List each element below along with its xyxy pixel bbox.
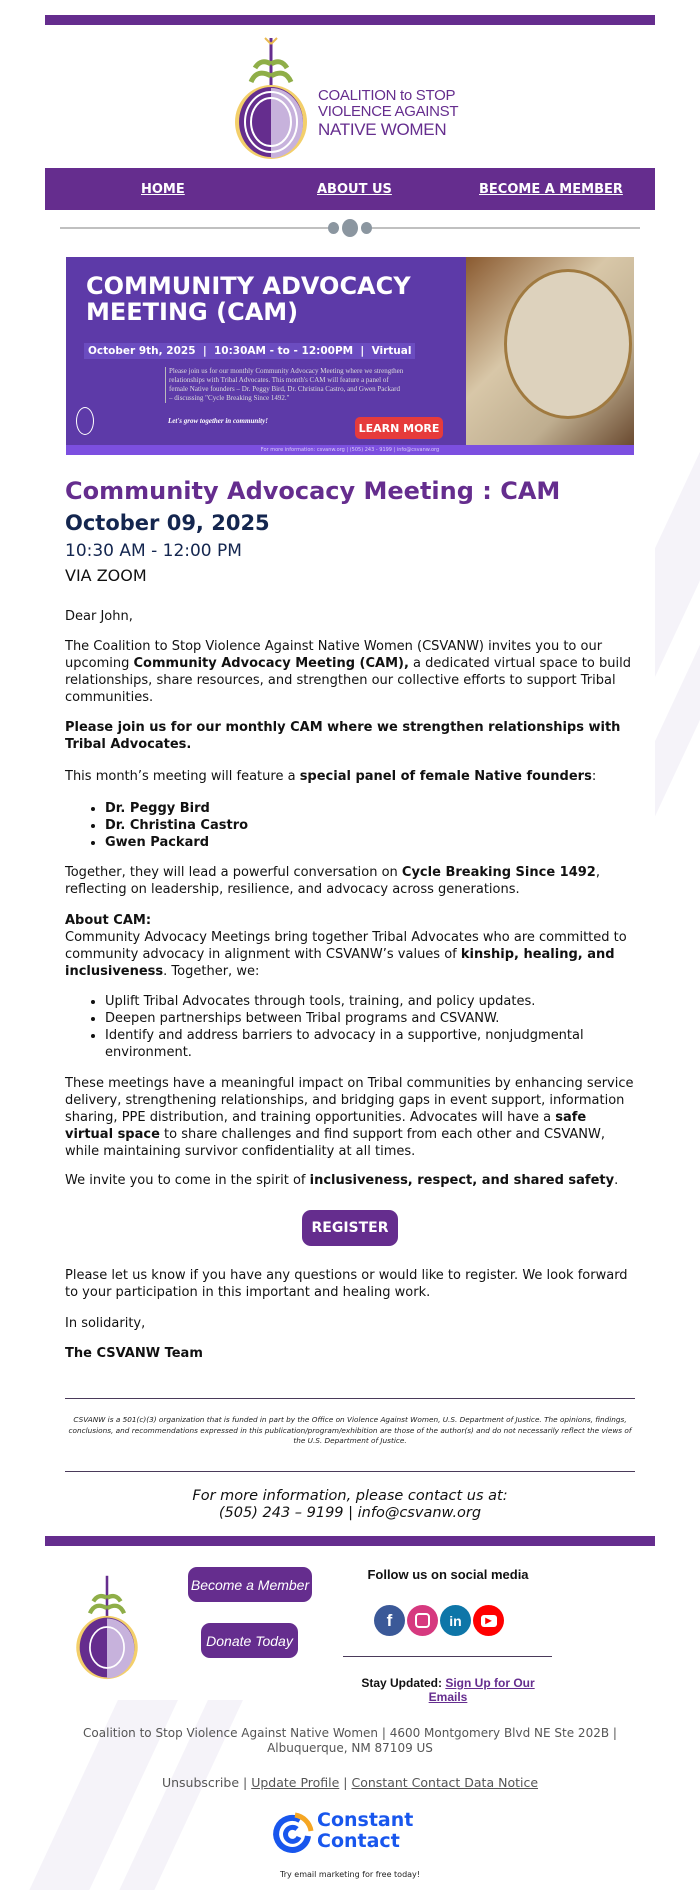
top-accent-bar	[45, 15, 655, 25]
list-item: • Uplift Tribal Advocates through tools, training, and policy updates.	[105, 993, 635, 1010]
instagram-icon[interactable]	[407, 1605, 438, 1636]
signature: The CSVANW Team	[65, 1346, 203, 1361]
banner-blurb: Please join us for our monthly Community Advocacy Meeting where we strengthen relationships with Tribal Advocates. This month's CAM will feature a panel of female Native founders – Dr. Peggy Bird, Dr. Christina Castro, and Gwen Packard – discussing "Cycle Breaking Since 1492."	[165, 367, 405, 403]
banner-logo-icon	[76, 407, 94, 435]
constant-contact-icon	[270, 1812, 314, 1856]
greeting: Dear John,	[65, 609, 133, 624]
divider	[65, 1398, 635, 1399]
become-member-button[interactable]: Become a Member	[188, 1567, 312, 1602]
social-heading: Follow us on social media	[367, 1567, 529, 1582]
divider	[65, 1471, 635, 1472]
divider	[343, 1656, 552, 1657]
footer-accent-bar	[45, 1536, 655, 1546]
about-heading: About CAM:	[65, 913, 152, 928]
about-paragraph: Community Advocacy Meetings bring together Tribal Advocates who are committed to community advocacy in alignment with CSVANW’s values of kinship, healing, and inclusiveness. Together, we:	[65, 930, 627, 979]
stay-updated-label: Stay Updated:	[361, 1676, 442, 1690]
csvanw-logo[interactable]	[230, 36, 470, 160]
panel-paragraph: This month’s meeting will feature a special panel of female Native founders:	[65, 769, 597, 784]
divider-line	[60, 227, 328, 229]
contact-heading: For more information, please contact us at:	[192, 1488, 508, 1504]
banner-footer: For more information: csvanw.org | (505) 243 - 9199 | info@csvanw.org	[66, 445, 634, 455]
linkedin-icon[interactable]: in	[440, 1605, 471, 1636]
org-name-line: NATIVE WOMEN	[318, 120, 447, 139]
invite-paragraph: We invite you to come in the spirit of inclusiveness, respect, and shared safety.	[65, 1173, 619, 1188]
nav-about-us[interactable]: ABOUT US	[317, 181, 392, 197]
event-location: VIA ZOOM	[65, 566, 147, 585]
contact-details[interactable]: (505) 243 – 9199 | info@csvanw.org	[218, 1505, 482, 1521]
nav-become-member[interactable]: BECOME A MEMBER	[479, 181, 623, 197]
youtube-icon[interactable]: ▶	[473, 1605, 504, 1636]
org-name-line: VIOLENCE AGAINST	[318, 103, 459, 120]
nav-home[interactable]: HOME	[141, 181, 185, 197]
banner-date-line: October 9th, 2025 | 10:30AM - to - 12:00PM | Virtual	[84, 343, 415, 359]
cc-name: Constant	[317, 1809, 414, 1831]
nav-bar	[45, 168, 655, 210]
unsubscribe-link[interactable]: Unsubscribe	[161, 1775, 240, 1790]
closing: In solidarity,	[65, 1316, 146, 1331]
register-button[interactable]: REGISTER	[302, 1210, 398, 1246]
divider-dot	[328, 222, 339, 234]
banner-title: MEETING (CAM)	[86, 298, 299, 326]
update-profile-link[interactable]: Update Profile	[251, 1775, 340, 1790]
constant-contact-logo[interactable]	[270, 1810, 435, 1856]
event-title: Community Advocacy Meeting : CAM	[65, 477, 561, 505]
cc-name: Contact	[317, 1830, 400, 1852]
divider-dot	[361, 222, 372, 234]
divider-line	[372, 227, 640, 229]
address-line: Albuquerque, NM 87109 US	[267, 1741, 433, 1755]
event-time: 10:30 AM - 12:00 PM	[65, 541, 242, 561]
org-name-line: COALITION to STOP	[318, 87, 456, 104]
signup-link[interactable]: Sign Up for Our Emails	[428, 1676, 535, 1704]
list-item: • Dr. Christina Castro	[105, 817, 635, 834]
donate-button[interactable]: Donate Today	[201, 1623, 298, 1658]
cc-tagline: Try email marketing for free today!	[280, 1870, 420, 1879]
goals-list	[65, 993, 635, 1061]
banner-tagline: Let's grow together in community!	[168, 417, 268, 425]
join-paragraph: Please join us for our monthly CAM where we strengthen relationships with Tribal Advocates.	[65, 720, 621, 752]
panelist-list	[65, 800, 635, 851]
banner-title: COMMUNITY ADVOCACY	[86, 272, 411, 300]
divider-dot	[342, 219, 358, 237]
event-banner-image[interactable]	[66, 257, 634, 455]
logo-emblem-icon	[230, 36, 312, 160]
conversation-paragraph: Together, they will lead a powerful conversation on Cycle Breaking Since 1492, reflecting on leadership, resilience, and advocacy across generations.	[65, 865, 600, 897]
funding-disclaimer: CSVANW is a 501(c)(3) organization that is funded in part by the Office on Violence Against Women, U.S. Department of Justice. The opinions, findings, conclusions, and recommendations expressed in this publication/program/exhibition are those of the author(s) and do not necessarily reflect the views of the U.S. Department of Justice.	[68, 1415, 632, 1445]
closing-paragraph: Please let us know if you have any questions or would like to register. We look forward to your participation in this important and healing work.	[65, 1268, 628, 1300]
list-item: • Identify and address barriers to advocacy in a supportive, nonjudgmental environment.	[105, 1027, 635, 1061]
address-line: Coalition to Stop Violence Against Native Women | 4600 Montgomery Blvd NE Ste 202B |	[83, 1726, 617, 1740]
data-notice-link[interactable]: Constant Contact Data Notice	[351, 1775, 539, 1790]
event-date: October 09, 2025	[65, 511, 270, 535]
intro-paragraph: The Coalition to Stop Violence Against Native Women (CSVANW) invites you to our upcoming Community Advocacy Meeting (CAM), a dedicated virtual space to build relationships, share resources, and strengthen our collective efforts to support Tribal communities.	[65, 639, 631, 705]
facebook-icon[interactable]: f	[374, 1605, 405, 1636]
list-item: • Deepen partnerships between Tribal programs and CSVANW.	[105, 1010, 635, 1027]
list-item: • Dr. Peggy Bird	[105, 800, 635, 817]
impact-paragraph: These meetings have a meaningful impact on Tribal communities by enhancing service delivery, strengthening relationships, and bridging gaps in event support, information sharing, PPE distribution, and training opportunities. Advocates will have a safe virtual space to share challenges and find support from each other and CSVANW, while maintaining survivor confidentiality at all times.	[65, 1076, 634, 1159]
drum-photo	[466, 257, 634, 445]
list-item: • Gwen Packard	[105, 834, 635, 851]
footer-logo-icon	[72, 1565, 142, 1689]
learn-more-button[interactable]: LEARN MORE	[355, 417, 443, 439]
